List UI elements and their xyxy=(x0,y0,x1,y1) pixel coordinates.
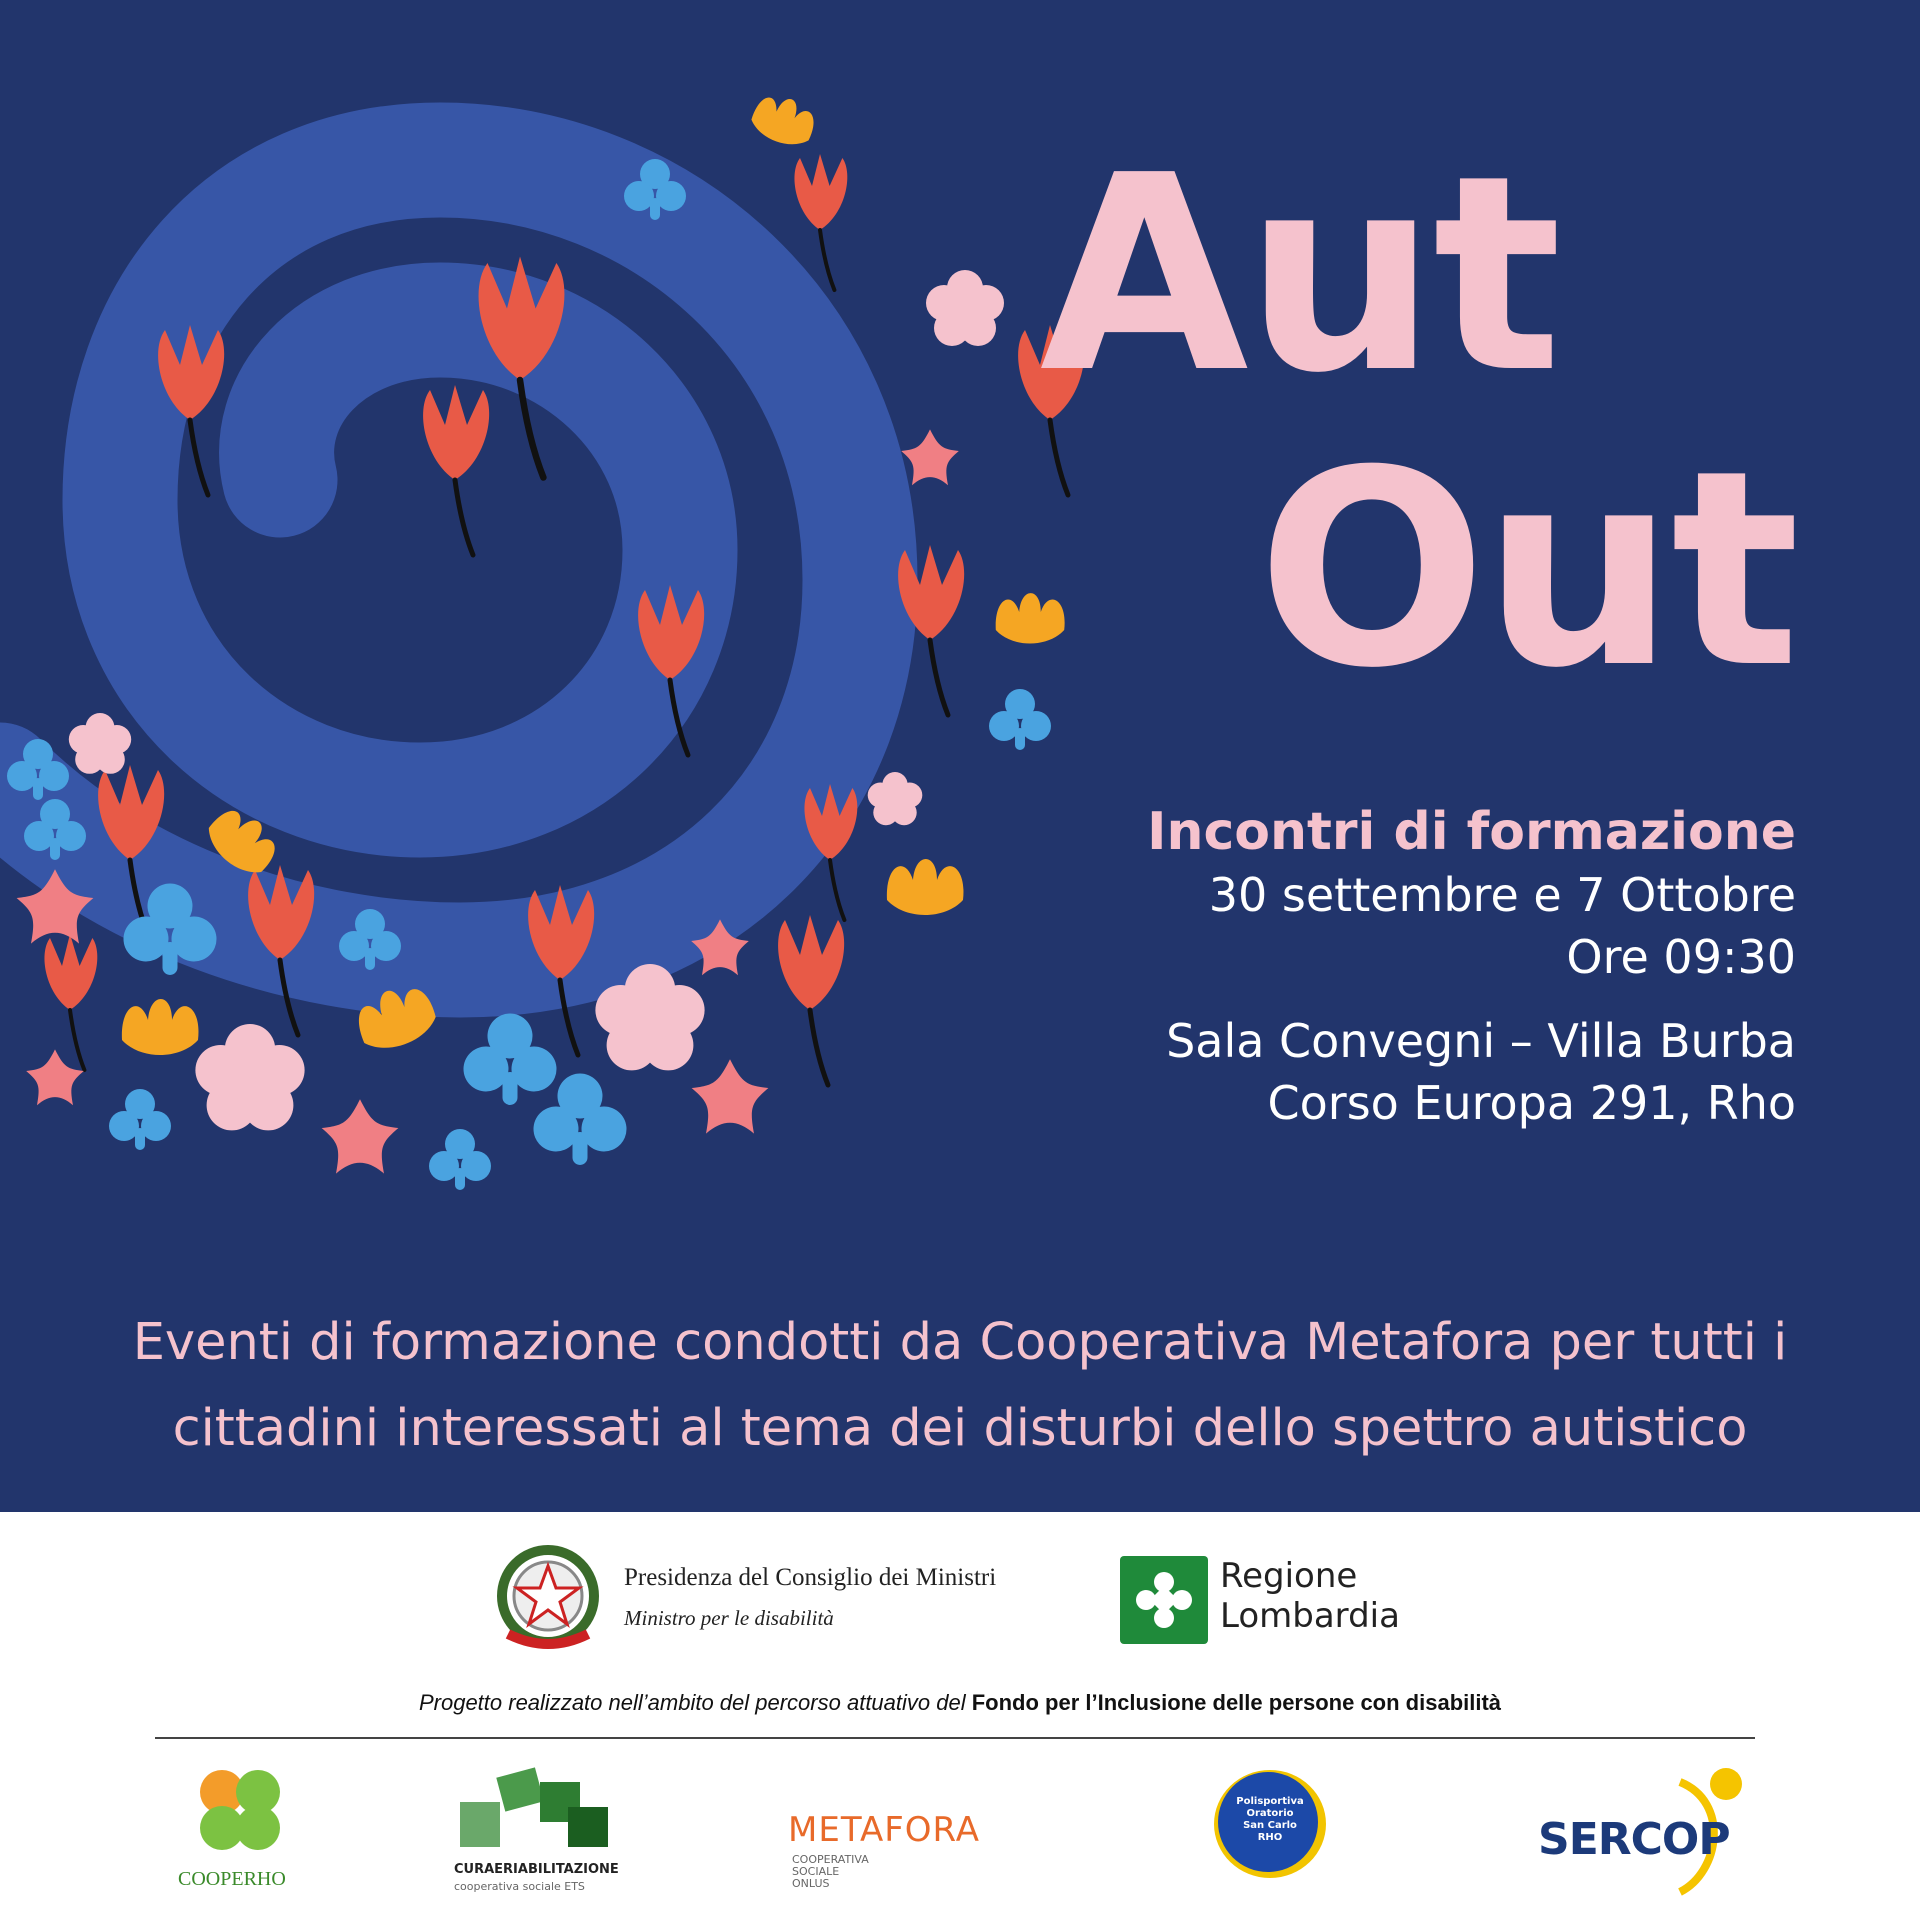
cooperho-name: COOPERHO xyxy=(178,1868,286,1890)
polisportiva-text xyxy=(1210,1796,1330,1844)
regione-lombardia-logo xyxy=(1120,1550,1440,1650)
pol-line-2: Oratorio xyxy=(1246,1808,1294,1819)
event-subtitle: Incontri di formazione xyxy=(1147,802,1796,862)
project-prefix: Progetto realizzato nell’ambito del percorso attuativo del xyxy=(418,1690,972,1715)
region-line-2: Lombardia xyxy=(1220,1596,1400,1636)
project-note xyxy=(0,1690,1920,1716)
title-line-aut: Aut xyxy=(1039,117,1558,432)
description-line-2: cittadini interessati al tema dei disturbi dello spettro autistico xyxy=(172,1399,1748,1458)
metafora-name: METAFORA xyxy=(788,1810,981,1850)
swirl-flowers-illustration xyxy=(0,80,1100,1200)
regione-lombardia-icon xyxy=(1120,1556,1208,1644)
sercop-logo xyxy=(1530,1762,1750,1902)
metafora-sub-1: COOPERATIVA xyxy=(792,1853,869,1866)
government-logo xyxy=(496,1544,1056,1654)
cura-name: CURAERIABILITAZIONE xyxy=(454,1862,619,1877)
gov-sub: Ministro per le disabilità xyxy=(624,1606,834,1630)
event-time: Ore 09:30 xyxy=(1566,930,1796,984)
project-fund: Fondo per l’Inclusione delle persone con disabilità xyxy=(971,1690,1502,1715)
metafora-logo xyxy=(780,1762,1040,1902)
region-line-1: Regione xyxy=(1220,1556,1358,1596)
sercop-name: SERCOP xyxy=(1538,1814,1730,1865)
pol-line-4: RHO xyxy=(1257,1832,1283,1843)
cura-logo xyxy=(440,1762,630,1902)
pol-line-3: San Carlo xyxy=(1243,1820,1297,1831)
event-venue: Sala Convegni – Villa Burba xyxy=(1166,1014,1796,1068)
metafora-sub-2: SOCIALE xyxy=(792,1865,840,1878)
squares-icon xyxy=(440,1762,630,1862)
pol-line-1: Polisportiva xyxy=(1236,1796,1304,1807)
clover-icon xyxy=(160,1762,320,1872)
event-details xyxy=(1036,800,1796,1134)
italian-emblem-icon xyxy=(496,1544,600,1654)
event-dates: 30 settembre e 7 Ottobre xyxy=(1208,868,1796,922)
title-line-out: Out xyxy=(1257,412,1796,727)
metafora-sub-3: ONLUS xyxy=(792,1877,830,1890)
divider xyxy=(155,1737,1755,1739)
gov-name: Presidenza del Consiglio dei Ministri xyxy=(624,1564,997,1591)
description-line-1: Eventi di formazione condotti da Cooperativa Metafora per tutti i xyxy=(132,1313,1788,1372)
cura-sub: cooperativa sociale ETS xyxy=(454,1880,585,1893)
event-description xyxy=(60,1300,1860,1472)
polisportiva-logo xyxy=(1210,1762,1330,1902)
metafora-sub xyxy=(792,1854,869,1890)
sponsors-footer xyxy=(0,1512,1920,1920)
event-address: Corso Europa 291, Rho xyxy=(1267,1076,1796,1130)
cooperho-logo xyxy=(160,1762,320,1902)
